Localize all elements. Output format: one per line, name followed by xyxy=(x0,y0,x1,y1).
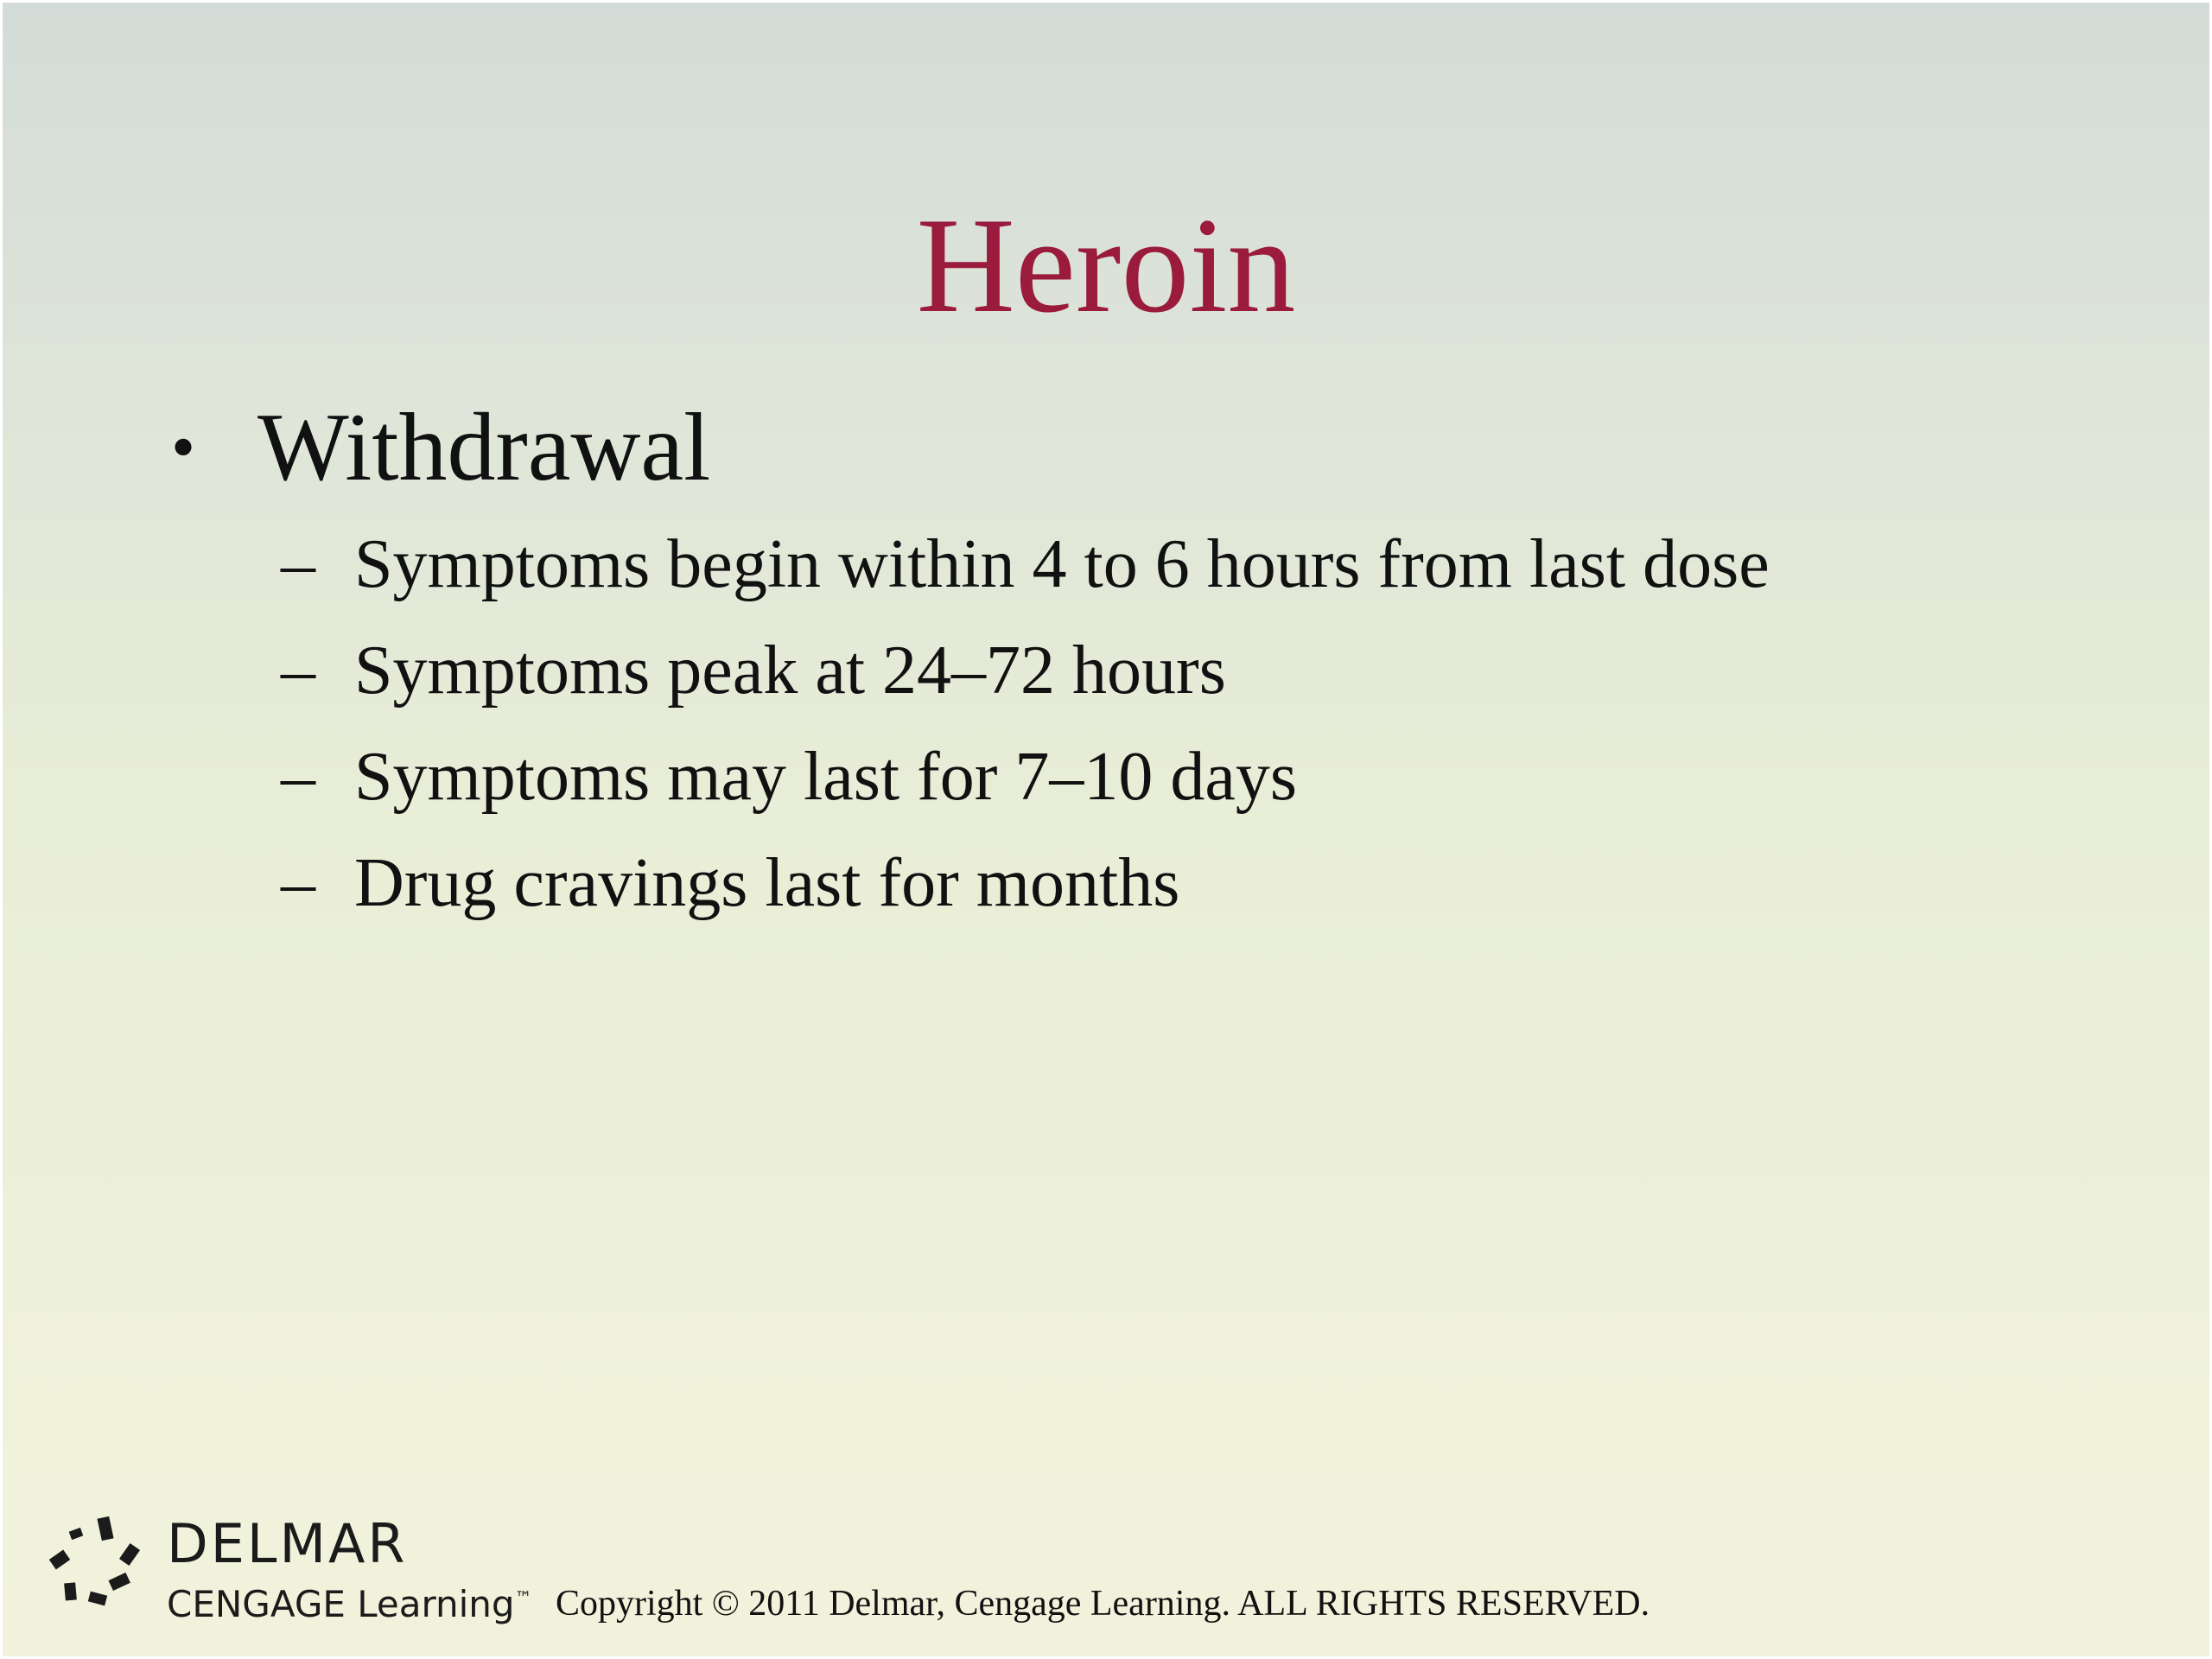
sub-bullet xyxy=(281,840,1179,926)
logo-cengage-label: CENGAGE Learning xyxy=(167,1583,515,1625)
logo-delmar-text: DELMAR xyxy=(167,1512,408,1575)
cengage-logo-icon xyxy=(46,1510,149,1623)
sub-bullet-dash: – xyxy=(281,738,315,815)
slide xyxy=(3,3,2209,1656)
sub-bullet-text: Symptoms begin within 4 to 6 hours from last dose xyxy=(354,525,1770,602)
sub-bullet-dash: – xyxy=(281,632,315,709)
sub-bullet-dash: – xyxy=(281,525,315,602)
sub-bullet-text: Symptoms may last for 7–10 days xyxy=(354,738,1298,815)
sub-bullet-dash: – xyxy=(281,844,315,921)
bullet-withdrawal xyxy=(171,393,711,501)
bullet-dot: • xyxy=(171,409,196,486)
sub-bullet-text: Symptoms peak at 24–72 hours xyxy=(354,632,1226,709)
logo-cengage-text xyxy=(167,1576,532,1626)
logo-trademark: ™ xyxy=(514,1587,532,1608)
bullet-text: Withdrawal xyxy=(257,393,711,501)
slide-title: Heroin xyxy=(916,190,1296,341)
copyright-text: Copyright © 2011 Delmar, Cengage Learning. ALL RIGHTS RESERVED. xyxy=(556,1584,1650,1624)
sub-bullet xyxy=(281,627,1226,714)
sub-bullet xyxy=(281,521,1770,607)
sub-bullet xyxy=(281,734,1297,820)
footer xyxy=(46,1510,2171,1631)
sub-bullet-text: Drug cravings last for months xyxy=(354,844,1180,921)
